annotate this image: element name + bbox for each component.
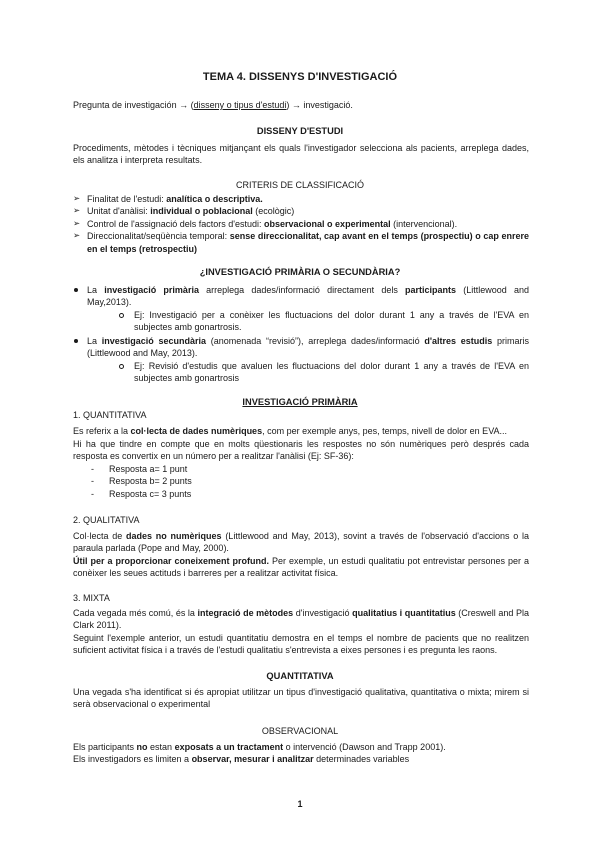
answers-list <box>91 463 529 500</box>
intro-text-start: Pregunta de investigación → ( <box>73 100 194 110</box>
bold-run: integració de mètodes <box>197 608 294 618</box>
text-run: determinades variables <box>313 754 410 764</box>
text-run: Col·lecta de <box>73 531 127 541</box>
primaria-bullet <box>73 284 529 309</box>
criteris-list <box>73 193 529 255</box>
mixta-example: Seguint l'exemple anterior, un estudi quantitatiu demostra en el temps el nombre de pacients que no realitzen suficient activitat física i a través de l'estudi qualitatiu s'entrevista a eixes persones i es pregunta les raons. <box>73 633 529 656</box>
text-run: , com per exemple anys, pes, temps, nivell de dolor en EVA... <box>262 426 508 436</box>
item-label: Finalitat de l'estudi: <box>87 194 167 204</box>
text-run: (Littlewood and May, 2013), sovint a través de l'observació d'accions o la paraula parlada (Pope and May, 2000). <box>73 531 529 554</box>
mixta-definition <box>73 607 529 632</box>
item-label: Control de l'assignació dels factors d'estudi: <box>87 218 265 229</box>
dash-bullet-icon <box>91 463 94 475</box>
text-run: primaris (Littlewood and May, 2013). <box>87 336 529 359</box>
example-text: Ej: Revisió d'estudis que avaluen les fluctuacions del dolor durant 1 any a través de l'EVA en subjectes amb gonartrosis <box>134 361 529 384</box>
primaria-example <box>118 309 529 334</box>
bold-run: dades no numèriques <box>126 531 222 541</box>
observacional-line-1 <box>73 741 529 753</box>
bold-run: Útil per a proporcionar coneixement profund. <box>73 556 269 566</box>
text-run: Per exemple, un estudi qualitatiu pot entrevistar persones per a conèixer les seues actituds i barreres per a realitzar activitat física. <box>73 556 529 579</box>
list-item <box>118 360 529 385</box>
item-value: individual o poblacional <box>150 206 253 217</box>
bold-run: investigació secundària <box>101 336 207 346</box>
section-heading-quantitativa: QUANTITATIVA <box>266 671 334 681</box>
item-value: observacional o experimental <box>264 218 391 229</box>
list-item <box>73 205 529 217</box>
list-item <box>73 193 529 205</box>
text-run: (Littlewood and May,2013). <box>87 285 529 308</box>
bold-run: observar, mesurar i analitzar <box>191 754 314 764</box>
arrow-bullet-icon <box>73 205 80 217</box>
bold-run: participants <box>405 285 457 295</box>
circle-bullet-icon <box>119 313 124 318</box>
qualitativa-definition <box>73 530 529 555</box>
text-run: (anomenada “revisió”), arreplega dades/informació <box>206 336 425 346</box>
intro-line <box>73 99 529 111</box>
item-label: Direccionalitat/seqüència temporal: <box>87 231 230 242</box>
dash-bullet-icon <box>91 475 94 487</box>
subheading-criteris: CRITERIS DE CLASSIFICACIÓ <box>235 180 365 190</box>
section-heading-tipus: ¿INVESTIGACIÓ PRIMÀRIA O SECUNDÀRIA? <box>199 267 401 277</box>
bold-run: investigació primària <box>104 285 199 295</box>
subsection-title-quantitativa: 1. QUANTITATIVA <box>73 410 147 420</box>
answer-text: Resposta c= 3 punts <box>109 488 192 499</box>
item-note: (intervencional). <box>390 218 458 229</box>
arrow-bullet-icon <box>73 230 80 242</box>
section-heading-primaria: INVESTIGACIÓ PRIMÀRIA <box>242 397 358 407</box>
list-item <box>73 218 529 230</box>
arrow-bullet-icon <box>73 218 80 230</box>
text-run: d'investigació <box>293 608 353 618</box>
disc-bullet-icon <box>74 288 78 292</box>
secundaria-example <box>118 360 529 385</box>
answer-text: Resposta b= 2 punts <box>109 476 192 487</box>
text-run: arreplega dades/informació directament dels <box>198 285 406 295</box>
list-item <box>73 284 529 309</box>
text-run: Cada vegada més comú, és la <box>73 608 198 618</box>
list-item <box>118 309 529 334</box>
list-item <box>91 488 529 500</box>
intro-text-end: ) → investigació. <box>286 100 353 110</box>
bold-run: exposats a un tractament <box>174 742 284 752</box>
text-run: La <box>87 285 105 295</box>
arrow-bullet-icon <box>73 193 80 205</box>
list-item <box>73 335 529 360</box>
item-value: sense direccionalitat, cap avant en el temps (prospectiu) o cap enrere en el temps (retrospectiu) <box>87 231 529 254</box>
item-label: Unitat d'anàlisi: <box>87 206 151 217</box>
intro-underlined-text: disseny o tipus d'estudi <box>193 100 287 110</box>
quantitativa-note: Hi ha que tindre en compte que en molts qüestionaris les respostes no són numèriques però després cada resposta es convertix en un número per a realitzar l'anàlisi (Ej: SF-36): <box>73 438 529 461</box>
subsection-title-mixta: 3. MIXTA <box>73 593 110 603</box>
text-run: La <box>87 336 102 346</box>
quantitativa-definition <box>73 425 529 437</box>
section-heading-disseny: DISSENY D'ESTUDI <box>256 126 344 136</box>
text-run: (Creswell and Pla Clark 2011). <box>73 608 529 631</box>
list-item <box>91 463 529 475</box>
text-run: o intervenció (Dawson and Trapp 2001). <box>283 742 446 752</box>
bold-run: col·lecta de dades numèriques <box>130 426 263 436</box>
text-run: Els participants <box>73 742 137 752</box>
quantitativa-paragraph: Una vegada s'ha identificat si és apropiat utilitzar un tipus d'investigació qualitativa, quantitativa o mixta; mirem si serà observacional o experimental <box>73 687 529 710</box>
dash-bullet-icon <box>91 488 94 500</box>
text-run: estan <box>147 742 175 752</box>
bold-run: no <box>136 742 148 752</box>
disseny-paragraph: Procediments, mètodes i tècniques mitjançant els quals l'investigador selecciona als pacients, arreplega dades, els analitza i interpreta resultats. <box>73 143 529 166</box>
bold-run: d'altres estudis <box>424 336 493 346</box>
document-title: TEMA 4. DISSENYS D'INVESTIGACIÓ <box>202 71 398 83</box>
observacional-line-2 <box>73 753 529 765</box>
qualitativa-use <box>73 555 529 580</box>
answer-text: Resposta a= 1 punt <box>109 464 188 474</box>
disc-bullet-icon <box>74 339 78 343</box>
subheading-observacional: OBSERVACIONAL <box>261 726 339 736</box>
secundaria-bullet <box>73 335 529 360</box>
page-number: 1 <box>297 799 303 809</box>
bold-run: qualitatius i quantitatius <box>352 608 456 618</box>
list-item <box>91 475 529 487</box>
circle-bullet-icon <box>119 364 124 369</box>
text-run: Es referix a la <box>73 426 131 436</box>
list-item <box>73 230 529 255</box>
item-note: (ecològic) <box>252 206 295 217</box>
subsection-title-qualitativa: 2. QUALITATIVA <box>73 515 140 525</box>
text-run: Els investigadors es limiten a <box>73 754 192 764</box>
item-value: analítica o descriptiva. <box>166 194 263 204</box>
example-text: Ej: Investigació per a conèixer les fluctuacions del dolor durant 1 any a través de l'EVA en subjectes amb gonartrosis. <box>134 310 529 333</box>
